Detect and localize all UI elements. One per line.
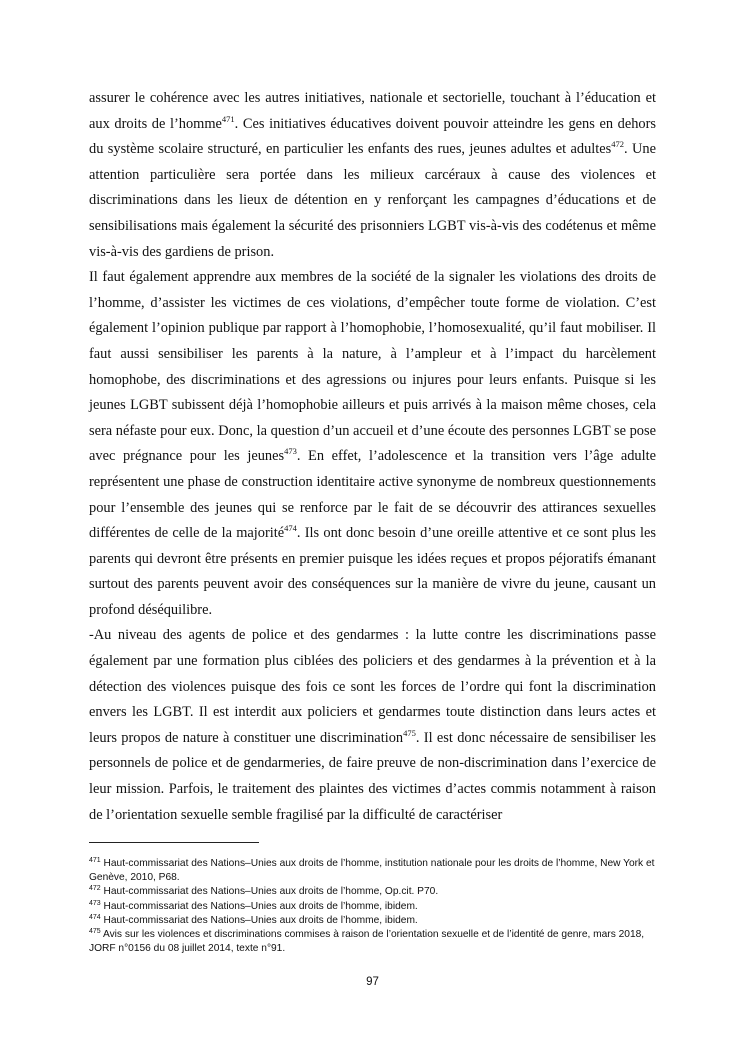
footnotes [89, 842, 656, 956]
body-text [89, 86, 656, 828]
footnote-ref[interactable]: 472 [611, 139, 625, 150]
footnote-separator [89, 842, 259, 843]
paragraph: Il faut également apprendre aux membres de la société de la signaler les violations des droits de l’homme, d’assister les victimes de ces violations, d’empêcher toute forme de violation. C’est également l’opinion publique par rapport à l’homophobie, l’homosexualité, qu’il faut mobiliser. Il faut aussi sensibiliser les parents à la nature, à l’ampleur et à l’impact du harcèlement homophobe, des discriminations et des agressions ou injures pour leurs enfants. Puisque si les jeunes LGBT subissent déjà l’homophobie ailleurs et puis arrivés à la maison même choses, cela sera néfaste pour eux. Donc, la question d’un accueil et d’une écoute des personnes LGBT se pose avec prégnance pour les jeunes$^{473}$. En effet, l’adolescence et la transition vers l’âge adulte représentent une phase de construction identitaire active synonyme de nombreux questionnements pour l’ensemble des jeunes qui se renforce par le fait de se découvrir des attirances sexuelles différentes de celle de la majorité$^{474}$. Ils ont donc besoin d’une oreille attentive et ce sont plus les parents qui devront être présents en premier puisque les idées reçues et propos péjoratifs émanant surtout des parents peuvent avoir des conséquences sur la manière de vivre du jeune, causant un profond déséquilibre. [89, 269, 657, 618]
footnote: $^{475}$ Avis sur les violences et discriminations commises à raison de l’orientation sexuelle et de l’identité de genre, mars 2018, JORF n°0156 du 08 juillet 2014, texte n°91. [89, 928, 645, 955]
footnote-ref[interactable]: 473 [284, 446, 297, 457]
footnote: $^{474}$ Haut-commissariat des Nations–Unies aux droits de l’homme, ibidem. [89, 913, 418, 926]
footnote-ref[interactable]: 475 [403, 727, 416, 738]
footnote-ref[interactable]: 474 [284, 523, 297, 534]
paragraph: -Au niveau des agents de police et des gendarmes : la lutte contre les discriminations passe également par une formation plus ciblées des policiers et des gendarmes à la prévention et à la détection des violences puisque des fois ce sont les forces de l’ordre qui font la discrimination envers les LGBT. Il est interdit aux policiers et gendarmes toute distinction dans leurs actes et leurs propos de nature à constituer une discrimination$^{475}$. Il est donc nécessaire de sensibiliser les personnels de police et de gendarmeries, de faire preuve de non-discrimination dans l’exercice de leur mission. Parfois, le traitement des plaintes des victimes d’actes commis notamment à raison de l’orientation sexuelle semble fragilisé par la difficulté de caractériser [89, 627, 656, 823]
paragraph: assurer le cohérence avec les autres initiatives, nationale et sectorielle, touchant à l’éducation et aux droits de l’homme$^{471}$. Ces initiatives éducatives doivent pouvoir atteindre les gens en dehors du système scolaire structuré, en particulier les enfants des rues, jeunes adultes et adultes$^{472}$. Une attention particulière sera portée dans les milieux carcéraux à cause des violences et discriminations dans les lieux de détention en y renforçant les campagnes d’éducations et de sensibilisations mais également la sécurité des prisonniers LGBT vis-à-vis des codétenus et même vis-à-vis des gardiens de prison. [89, 90, 656, 260]
page-number: 97 [366, 976, 379, 988]
footnote-ref[interactable]: 471 [221, 113, 235, 124]
footnote: $^{471}$ Haut-commissariat des Nations–Unies aux droits de l’homme, institution nationale pour les droits de l’homme, New York et Genève, 2010, P68. [89, 857, 655, 884]
footnote: $^{472}$ Haut-commissariat des Nations–Unies aux droits de l’homme, Op.cit. P70. [89, 885, 439, 898]
footnote: $^{473}$ Haut-commissariat des Nations–Unies aux droits de l’homme, ibidem. [89, 899, 418, 912]
